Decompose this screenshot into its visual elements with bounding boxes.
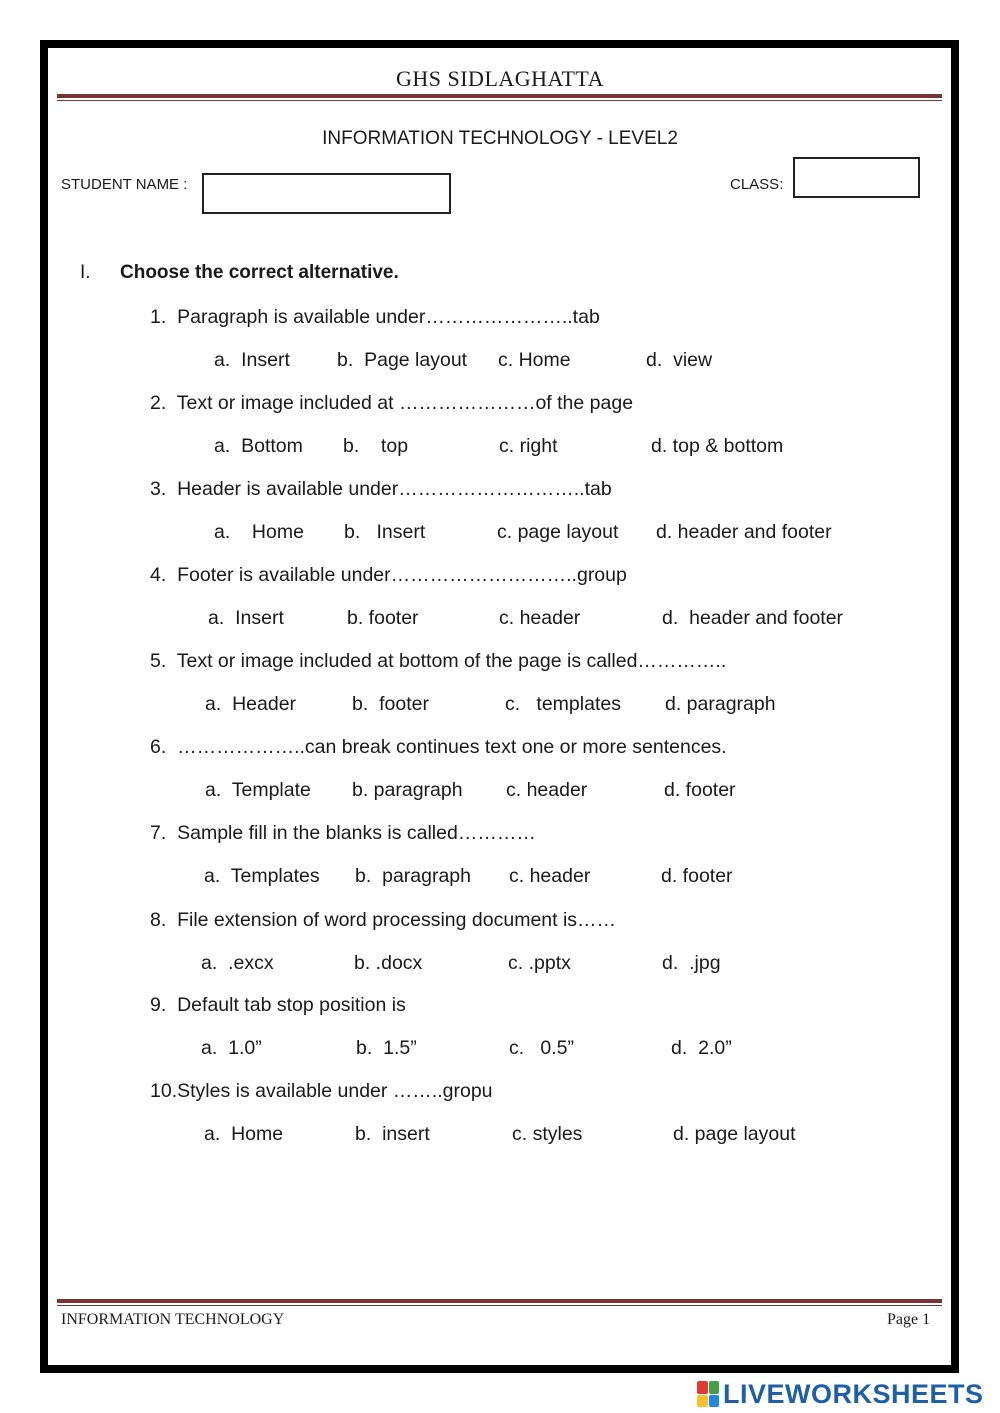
section-title: Choose the correct alternative. bbox=[120, 262, 399, 283]
brand-name: LIVEWORKSHEETS bbox=[723, 1378, 984, 1409]
option-9a[interactable]: a. 1.0” bbox=[201, 1037, 262, 1059]
option-8a[interactable]: a. .excx bbox=[201, 952, 274, 974]
option-3a[interactable]: a. Home bbox=[214, 521, 304, 543]
question-4: 4. Footer is available under………………………..group bbox=[150, 564, 627, 586]
option-7c[interactable]: c. header bbox=[509, 865, 591, 887]
option-2d[interactable]: d. top & bottom bbox=[651, 435, 784, 457]
option-3d[interactable]: d. header and footer bbox=[656, 521, 832, 543]
option-6d[interactable]: d. footer bbox=[664, 779, 736, 801]
page-number: Page 1 bbox=[887, 1311, 931, 1328]
option-5d[interactable]: d. paragraph bbox=[665, 693, 776, 715]
student-name-label: STUDENT NAME : bbox=[61, 176, 188, 193]
option-5c[interactable]: c. templates bbox=[505, 693, 621, 715]
logo-red-square bbox=[697, 1381, 708, 1394]
school-name: GHS SIDLAGHATTA bbox=[395, 66, 604, 91]
option-10a[interactable]: a. Home bbox=[204, 1123, 284, 1145]
footer-rule bbox=[57, 1299, 942, 1306]
question-5: 5. Text or image included at bottom of the page is called………….. bbox=[150, 650, 727, 672]
option-3b[interactable]: b. Insert bbox=[344, 521, 426, 543]
option-4a[interactable]: a. Insert bbox=[208, 607, 284, 629]
question-10: 10.Styles is available under ……..gropu bbox=[150, 1080, 493, 1102]
option-1c[interactable]: c. Home bbox=[498, 349, 571, 371]
option-4d[interactable]: d. header and footer bbox=[662, 607, 844, 629]
liveworksheets-brand[interactable] bbox=[697, 1378, 984, 1410]
option-7b[interactable]: b. paragraph bbox=[355, 865, 472, 887]
question-2: 2. Text or image included at …………………of the page bbox=[150, 392, 634, 414]
option-9d[interactable]: d. 2.0” bbox=[671, 1037, 732, 1059]
option-1b[interactable]: b. Page layout bbox=[337, 349, 468, 371]
logo-yellow-square bbox=[697, 1395, 708, 1408]
option-5b[interactable]: b. footer bbox=[352, 693, 429, 715]
option-6b[interactable]: b. paragraph bbox=[352, 779, 463, 801]
option-5a[interactable]: a. Header bbox=[205, 693, 297, 715]
option-10c[interactable]: c. styles bbox=[512, 1123, 583, 1145]
option-2c[interactable]: c. right bbox=[499, 435, 558, 457]
section-heading bbox=[80, 262, 399, 284]
footer-subject: INFORMATION TECHNOLOGY bbox=[61, 1311, 285, 1328]
option-2b[interactable]: b. top bbox=[343, 435, 409, 457]
option-8d[interactable]: d. .jpg bbox=[662, 952, 721, 974]
option-3c[interactable]: c. page layout bbox=[497, 521, 619, 543]
question-8: 8. File extension of word processing document is…… bbox=[150, 909, 617, 931]
option-4b[interactable]: b. footer bbox=[347, 607, 419, 629]
option-10b[interactable]: b. insert bbox=[355, 1123, 430, 1145]
question-3: 3. Header is available under………………………..tab bbox=[150, 478, 612, 500]
option-6c[interactable]: c. header bbox=[506, 779, 588, 801]
logo-green-square bbox=[709, 1381, 720, 1394]
question-7: 7. Sample fill in the blanks is called………… bbox=[150, 822, 536, 844]
option-8b[interactable]: b. .docx bbox=[354, 952, 423, 974]
question-1: 1. Paragraph is available under…………………..tab bbox=[150, 306, 600, 328]
question-6: 6. ………………..can break continues text one or more sentences. bbox=[150, 736, 727, 758]
class-input[interactable] bbox=[793, 157, 920, 198]
liveworksheets-logo-icon bbox=[697, 1381, 719, 1407]
class-label: CLASS: bbox=[730, 176, 784, 193]
logo-blue-square bbox=[709, 1395, 720, 1408]
student-name-input[interactable] bbox=[202, 173, 451, 214]
subject-title: INFORMATION TECHNOLOGY - LEVEL2 bbox=[322, 128, 678, 149]
option-9c[interactable]: c. 0.5” bbox=[509, 1037, 575, 1059]
option-6a[interactable]: a. Template bbox=[205, 779, 311, 801]
option-10d[interactable]: d. page layout bbox=[673, 1123, 796, 1145]
question-9: 9. Default tab stop position is bbox=[150, 994, 406, 1016]
header-rule bbox=[57, 94, 942, 101]
option-8c[interactable]: c. .pptx bbox=[508, 952, 571, 974]
option-9b[interactable]: b. 1.5” bbox=[356, 1037, 417, 1059]
option-1d[interactable]: d. view bbox=[646, 349, 713, 371]
option-1a[interactable]: a. Insert bbox=[214, 349, 290, 371]
option-7d[interactable]: d. footer bbox=[661, 865, 733, 887]
option-2a[interactable]: a. Bottom bbox=[214, 435, 303, 457]
option-7a[interactable]: a. Templates bbox=[204, 865, 320, 887]
page-frame bbox=[40, 40, 959, 1373]
option-4c[interactable]: c. header bbox=[499, 607, 581, 629]
section-numeral: I. bbox=[80, 262, 91, 283]
